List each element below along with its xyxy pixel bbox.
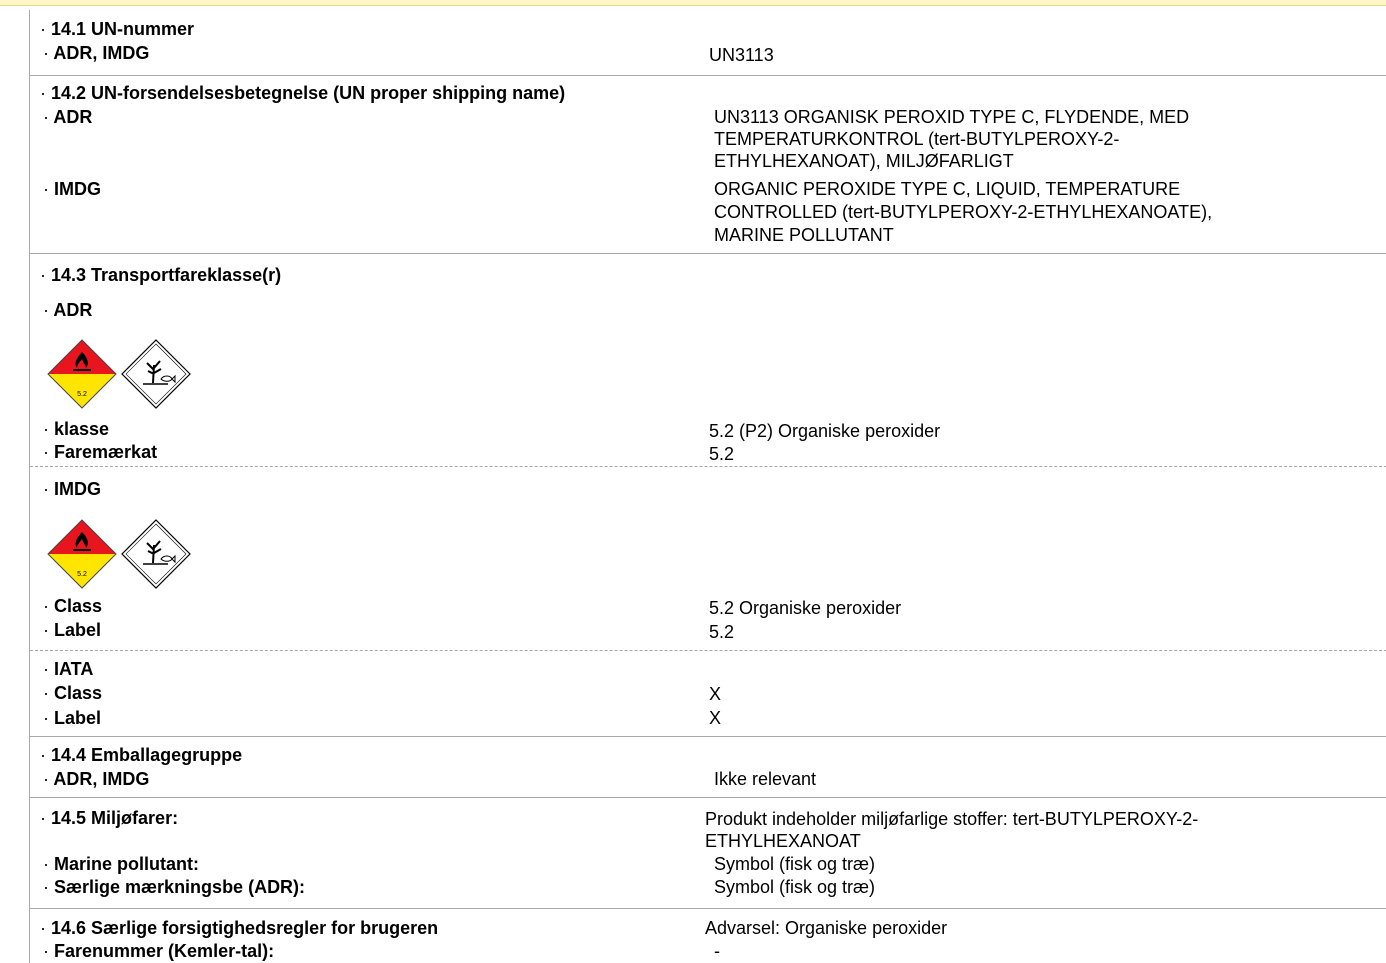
section-14-3-imdg-class-value: 5.2 Organiske peroxider [709, 598, 902, 618]
section-14-3-iata-class-value: X [709, 684, 722, 704]
divider [30, 797, 1386, 798]
environment-hazard-icon [121, 339, 191, 414]
section-14-6-heading-value: Advarsel: Organiske peroxider [705, 918, 948, 938]
section-14-2-adr-value-line: ETHYLHEXANOAT), MILJØFARLIGT [714, 151, 1014, 171]
divider [30, 75, 1386, 76]
section-14-2-imdg-label: · IMDG [43, 179, 102, 199]
section-14-3-imdg-label: · IMDG [43, 479, 102, 499]
section-14-3-adr-label: · ADR [43, 300, 93, 320]
section-14-5-heading-value-line: Produkt indeholder miljøfarlige stoffer: tert-BUTYLPEROXY-2- [705, 809, 1199, 829]
section-14-2-adr-value-line: UN3113 ORGANISK PEROXID TYPE C, FLYDENDE, MED [714, 107, 1190, 127]
svg-text:5.2: 5.2 [77, 391, 87, 398]
transport-section-sheet [29, 10, 1386, 963]
section-14-6-kemler-value: - [714, 941, 720, 961]
section-14-1-row-value: UN3113 [709, 45, 774, 65]
svg-text:5.2: 5.2 [77, 571, 87, 578]
section-14-5-marine-value: Symbol (fisk og træ) [714, 854, 876, 874]
top-highlight-bar [0, 0, 1386, 6]
section-14-3-adr-class-value: 5.2 (P2) Organiske peroxider [709, 421, 941, 441]
section-14-4-row-value: Ikke relevant [714, 769, 817, 789]
divider [30, 908, 1386, 909]
section-14-2-adr-label: · ADR [43, 107, 93, 127]
section-14-5-special-label: · Særlige mærkningsbe (ADR): [43, 877, 306, 897]
section-14-2-heading: · 14.2 UN-forsendelsesbetegnelse (UN proper shipping name) [40, 83, 566, 103]
section-14-5-heading: · 14.5 Miljøfarer: [40, 808, 179, 828]
section-14-3-iata-class-label: · Class [43, 683, 103, 703]
section-14-2-imdg-value-line: ORGANIC PEROXIDE TYPE C, LIQUID, TEMPERATURE [714, 179, 1181, 199]
organic-peroxide-5-2-icon [47, 339, 117, 414]
section-14-4-row-label: · ADR, IMDG [43, 769, 150, 789]
section-14-2-adr-value-line: TEMPERATURKONTROL (tert-BUTYLPEROXY-2- [714, 129, 1120, 149]
section-14-3-iata-hazard-label-value: X [709, 708, 722, 728]
environment-hazard-icon [121, 519, 191, 594]
section-14-3-adr-hazard-label-label: · Faremærkat [43, 442, 158, 462]
section-14-3-iata-hazard-label-label: · Label [43, 708, 102, 728]
section-14-5-special-value: Symbol (fisk og træ) [714, 877, 876, 897]
section-14-3-imdg-hazard-label-label: · Label [43, 620, 102, 640]
section-14-3-heading: · 14.3 Transportfareklasse(r) [40, 265, 282, 285]
section-14-3-imdg-class-label: · Class [43, 596, 103, 616]
section-14-6-heading: · 14.6 Særlige forsigtighedsregler for brugeren [40, 918, 439, 938]
section-14-5-heading-value-line: ETHYLHEXANOAT [705, 831, 861, 851]
section-14-3-iata-label: · IATA [43, 659, 94, 679]
section-14-3-adr-class-label: · klasse [43, 419, 110, 439]
section-14-1-row-label: · ADR, IMDG [43, 43, 150, 63]
section-14-1-heading: · 14.1 UN-nummer [40, 19, 195, 39]
section-14-6-kemler-label: · Farenummer (Kemler-tal): [43, 941, 275, 961]
divider [30, 253, 1386, 254]
section-14-2-imdg-value-line: MARINE POLLUTANT [714, 225, 894, 245]
organic-peroxide-5-2-icon [47, 519, 117, 594]
dashed-divider [30, 466, 1386, 467]
section-14-4-heading: · 14.4 Emballagegruppe [40, 745, 243, 765]
dashed-divider [30, 650, 1386, 651]
section-14-3-imdg-hazard-label-value: 5.2 [709, 622, 735, 642]
section-14-5-marine-label: · Marine pollutant: [43, 854, 200, 874]
section-14-3-adr-hazard-label-value: 5.2 [709, 444, 735, 464]
section-14-2-imdg-value-line: CONTROLLED (tert-BUTYLPEROXY-2-ETHYLHEXANOATE), [714, 202, 1213, 222]
divider [30, 736, 1386, 737]
